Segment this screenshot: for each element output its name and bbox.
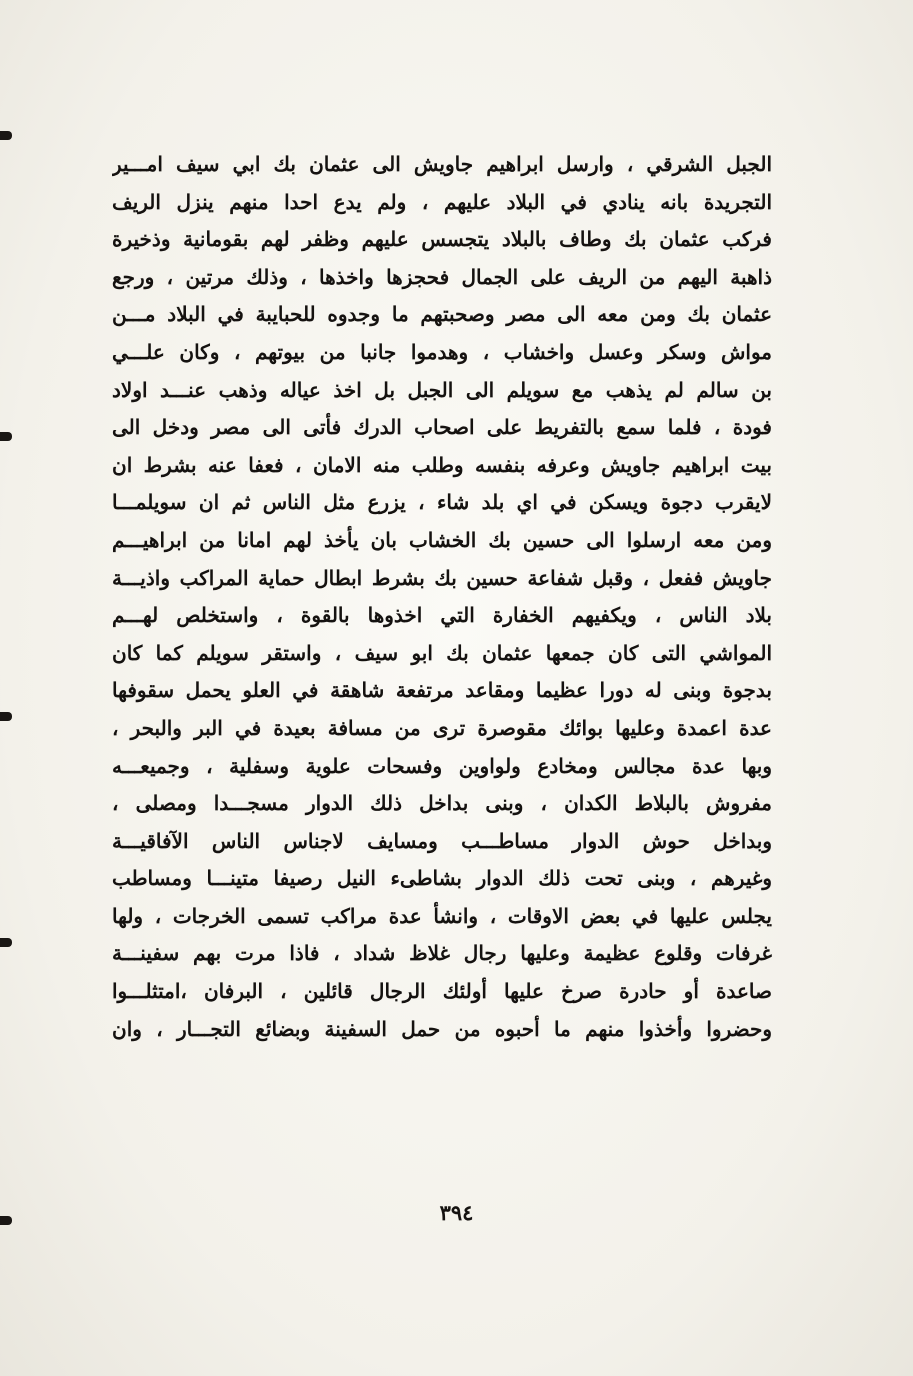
text-line: وحضروا وأخذوا منهم ما أحبوه من حمل السفينة وبضائع التجـــار ، وان [112, 1016, 772, 1041]
text-line: يجلس عليها في بعض الاوقات ، وانشأ عدة مراكب تسمى الخرجات ، ولها [112, 903, 772, 928]
binding-mark [0, 131, 12, 140]
text-line: وغيرهم ، وبنى تحت ذلك الدوار بشاطىء النيل رصيفا متينـــا ومساطب [112, 866, 772, 891]
text-line: الجبل الشرقي ، وارسل ابراهيم جاويش الى عثمان بك ابي سيف امـــير [112, 152, 772, 176]
text-line: المواشي التى كان جمعها عثمان بك ابو سيف ، واستقر سويلم كما كان [112, 640, 772, 665]
text-line: غرفات وقلوع عظيمة وعليها رجال غلاظ شداد ، فاذا مرت بهم سفينـــة [112, 941, 772, 966]
text-line: عدة اعمدة وعليها بوائك مقوصرة ترى من مسافة بعيدة في البر والبحر ، [112, 715, 772, 740]
text-line: عثمان بك ومن معه الى مصر وصحبتهم ما وجدوه للحبايبة في البلاد مـــن [112, 302, 772, 327]
binding-mark [0, 1216, 12, 1225]
text-line: ذاهبة اليهم من الريف على الجمال فحجزها واخذها ، وذلك مرتين ، ورجع [112, 264, 772, 289]
text-line: بن سالم لم يذهب مع سويلم الى الجبل بل اخذ عياله وذهب عنـــد اولاد [112, 377, 772, 402]
text-line: فركب عثمان بك وطاف بالبلاد يتجسس عليهم وظفر لهم بقومانية وذخيرة [112, 227, 772, 252]
page-number: ٣٩٤ [439, 1200, 474, 1225]
text-line: وبداخل حوش الدوار مساطـــب ومسايف لاجناس الناس الآفاقيـــة [112, 828, 772, 853]
text-line: مواش وسكر وعسل واخشاب ، وهدموا جانبا من بيوتهم ، وكان علـــي [112, 339, 772, 364]
text-line: بدجوة وبنى له دورا عظيما ومقاعد مرتفعة شاهقة في العلو يحمل سقوفها [112, 678, 772, 703]
binding-mark [0, 712, 12, 721]
text-line: ومن معه ارسلوا الى حسين بك الخشاب بان يأخذ لهم امانا من ابراهيـــم [112, 527, 772, 552]
text-line: بلاد الناس ، ويكفيهم الخفارة التي اخذوها بالقوة ، واستخلص لهـــم [112, 603, 772, 628]
binding-mark [0, 432, 12, 441]
binding-mark [0, 938, 12, 947]
text-line: صاعدة أو حادرة صرخ عليها أولئك الرجال قائلين ، البرفان ،امتثلـــوا [112, 979, 772, 1004]
text-line: وبها عدة مجالس ومخادع ولواوين وفسحات علوية وسفلية ، وجميعـــه [112, 753, 772, 778]
page-body-text [112, 146, 772, 1048]
text-line: التجريدة بانه ينادي في البلاد عليهم ، ولم يدع احدا منهم ينزل الريف [112, 189, 772, 214]
text-line: لايقرب دجوة ويسكن في اي بلد شاء ، يزرع مثل الناس ثم ان سويلمـــا [112, 490, 772, 515]
text-line: فودة ، فلما سمع بالتفريط على اصحاب الدرك فأتى الى مصر ودخل الى [112, 415, 772, 440]
text-line: بيت ابراهيم جاويش وعرفه بنفسه وطلب منه الامان ، فعفا عنه بشرط ان [112, 452, 772, 477]
text-line: مفروش بالبلاط الكدان ، وبنى بداخل ذلك الدوار مسجـــدا ومصلى ، [112, 791, 772, 816]
text-line: جاويش ففعل ، وقبل شفاعة حسين بك بشرط ابطال حماية المراكب واذيـــة [112, 565, 772, 590]
